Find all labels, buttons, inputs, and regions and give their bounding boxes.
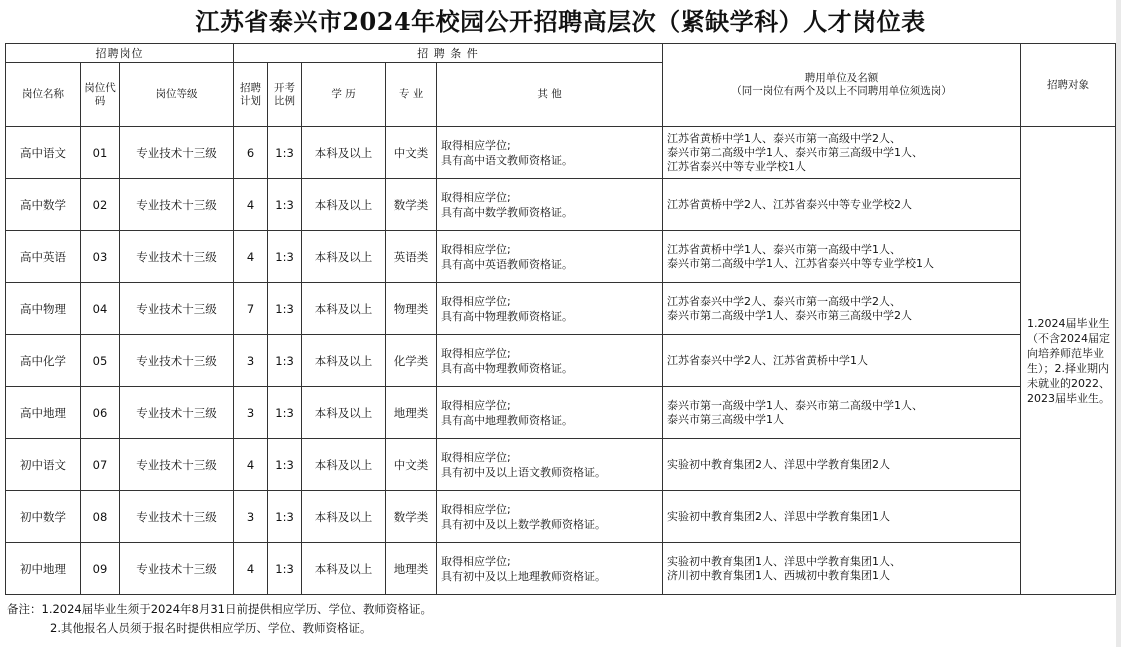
major: 中文类 [386,127,437,179]
plan-count: 4 [234,231,268,283]
post-level: 专业技术十三级 [120,491,234,543]
major: 中文类 [386,439,437,491]
table-row [6,439,1116,491]
units [663,231,1021,283]
table-row [6,543,1116,595]
notes [7,600,1117,638]
other-conditions [437,179,663,231]
unit-line: 济川初中教育集团1人、西城初中教育集团1人 [667,568,891,582]
education: 本科及以上 [302,335,386,387]
major: 英语类 [386,231,437,283]
post-name: 高中地理 [6,387,81,439]
other-conditions [437,491,663,543]
header-post-code: 岗位代码 [81,63,120,127]
table-row [6,179,1116,231]
post-level: 专业技术十三级 [120,543,234,595]
exam-ratio: 1:3 [268,387,302,439]
units [663,491,1021,543]
other-line: 取得相应学位; [441,138,511,152]
post-level: 专业技术十三级 [120,335,234,387]
post-code: 03 [81,231,120,283]
other-line: 取得相应学位; [441,450,511,464]
exam-ratio: 1:3 [268,231,302,283]
note-line-1: 备注：1.2024届毕业生须于2024年8月31日前提供相应学历、学位、教师资格证。 [7,602,432,616]
post-name: 高中化学 [6,335,81,387]
post-code: 06 [81,387,120,439]
unit-line: 江苏省黄桥中学1人、泰兴市第一高级中学1人、 [667,242,902,256]
plan-count: 4 [234,543,268,595]
header-units-line1: 聘用单位及名额 [804,72,879,84]
post-level: 专业技术十三级 [120,179,234,231]
post-code: 05 [81,335,120,387]
other-line: 取得相应学位; [441,554,511,568]
education: 本科及以上 [302,439,386,491]
header-education: 学 历 [302,63,386,127]
other-line: 具有高中数学教师资格证。 [441,205,574,219]
other-line: 取得相应学位; [441,294,511,308]
unit-line: 泰兴市第三高级中学1人 [667,412,785,426]
other-line: 取得相应学位; [441,398,511,412]
table-row [6,231,1116,283]
post-name: 高中物理 [6,283,81,335]
other-line: 具有初中及以上语文教师资格证。 [441,465,607,479]
other-line: 具有初中及以上数学教师资格证。 [441,517,607,531]
other-line: 取得相应学位; [441,190,511,204]
units [663,387,1021,439]
major: 地理类 [386,387,437,439]
other-conditions [437,335,663,387]
plan-count: 3 [234,387,268,439]
unit-line: 泰兴市第二高级中学1人、泰兴市第三高级中学2人 [667,308,913,322]
table-row [6,335,1116,387]
other-line: 取得相应学位; [441,346,511,360]
post-level: 专业技术十三级 [120,127,234,179]
unit-line: 泰兴市第二高级中学1人、泰兴市第三高级中学1人、 [667,145,924,159]
header-units [663,44,1021,127]
other-line: 具有高中地理教师资格证。 [441,413,574,427]
unit-line: 江苏省泰兴中学2人、泰兴市第一高级中学2人、 [667,294,902,308]
other-conditions [437,231,663,283]
post-level: 专业技术十三级 [120,283,234,335]
education: 本科及以上 [302,231,386,283]
post-code: 08 [81,491,120,543]
other-conditions [437,439,663,491]
plan-count: 6 [234,127,268,179]
header-group-conditions: 招 聘 条 件 [234,44,663,63]
other-line: 具有高中物理教师资格证。 [441,309,574,323]
post-name: 初中地理 [6,543,81,595]
unit-line: 江苏省泰兴中学2人、江苏省黄桥中学1人 [667,353,869,367]
header-target: 招聘对象 [1021,44,1116,127]
header-major: 专 业 [386,63,437,127]
post-name: 高中英语 [6,231,81,283]
post-level: 专业技术十三级 [120,439,234,491]
other-line: 具有高中物理教师资格证。 [441,361,574,375]
exam-ratio: 1:3 [268,283,302,335]
post-code: 07 [81,439,120,491]
exam-ratio: 1:3 [268,179,302,231]
exam-ratio: 1:3 [268,335,302,387]
major: 物理类 [386,283,437,335]
unit-line: 实验初中教育集团2人、洋思中学教育集团1人 [667,509,891,523]
major: 数学类 [386,491,437,543]
header-ratio: 开考比例 [268,63,302,127]
units [663,283,1021,335]
plan-count: 7 [234,283,268,335]
education: 本科及以上 [302,283,386,335]
post-name: 高中数学 [6,179,81,231]
recruitment-table [5,43,1116,595]
table-row [6,491,1116,543]
education: 本科及以上 [302,179,386,231]
plan-count: 3 [234,491,268,543]
education: 本科及以上 [302,543,386,595]
plan-count: 3 [234,335,268,387]
post-level: 专业技术十三级 [120,231,234,283]
units [663,335,1021,387]
table-row [6,127,1116,179]
recruitment-target: 1.2024届毕业生（不含2024届定向培养师范毕业生）；2.择业期内未就业的2022、2023届毕业生。 [1021,127,1116,595]
post-code: 04 [81,283,120,335]
scrollbar-edge [1116,0,1121,647]
unit-line: 泰兴市第一高级中学1人、泰兴市第二高级中学1人、 [667,398,924,412]
header-post-level: 岗位等级 [120,63,234,127]
other-line: 具有高中语文教师资格证。 [441,153,574,167]
major: 地理类 [386,543,437,595]
plan-count: 4 [234,439,268,491]
other-line: 具有高中英语教师资格证。 [441,257,574,271]
header-post-name: 岗位名称 [6,63,81,127]
exam-ratio: 1:3 [268,127,302,179]
table-row [6,283,1116,335]
header-plan: 招聘计划 [234,63,268,127]
post-code: 01 [81,127,120,179]
unit-line: 江苏省黄桥中学1人、泰兴市第一高级中学2人、 [667,131,902,145]
other-line: 取得相应学位; [441,242,511,256]
other-conditions [437,387,663,439]
units [663,543,1021,595]
major: 化学类 [386,335,437,387]
header-other: 其 他 [437,63,663,127]
education: 本科及以上 [302,491,386,543]
post-code: 02 [81,179,120,231]
other-conditions [437,543,663,595]
unit-line: 实验初中教育集团2人、洋思中学教育集团2人 [667,457,891,471]
unit-line: 泰兴市第二高级中学1人、江苏省泰兴中等专业学校1人 [667,256,935,270]
table-row [6,387,1116,439]
post-name: 初中数学 [6,491,81,543]
header-group-post: 招聘岗位 [6,44,234,63]
other-conditions [437,283,663,335]
other-line: 具有初中及以上地理教师资格证。 [441,569,607,583]
education: 本科及以上 [302,387,386,439]
plan-count: 4 [234,179,268,231]
major: 数学类 [386,179,437,231]
post-level: 专业技术十三级 [120,387,234,439]
page-title: 江苏省泰兴市2024年校园公开招聘高层次（紧缺学科）人才岗位表 [195,7,926,36]
units [663,127,1021,179]
post-name: 初中语文 [6,439,81,491]
units [663,439,1021,491]
other-conditions [437,127,663,179]
header-units-line2: （同一岗位有两个及以上不同聘用单位须选岗） [731,85,952,97]
exam-ratio: 1:3 [268,491,302,543]
education: 本科及以上 [302,127,386,179]
other-line: 取得相应学位; [441,502,511,516]
post-name: 高中语文 [6,127,81,179]
unit-line: 江苏省黄桥中学2人、江苏省泰兴中等专业学校2人 [667,197,913,211]
units [663,179,1021,231]
unit-line: 江苏省泰兴中等专业学校1人 [667,159,807,173]
exam-ratio: 1:3 [268,543,302,595]
note-line-2: 2.其他报名人员须于报名时提供相应学历、学位、教师资格证。 [50,621,372,635]
post-code: 09 [81,543,120,595]
unit-line: 实验初中教育集团1人、洋思中学教育集团1人、 [667,554,902,568]
exam-ratio: 1:3 [268,439,302,491]
